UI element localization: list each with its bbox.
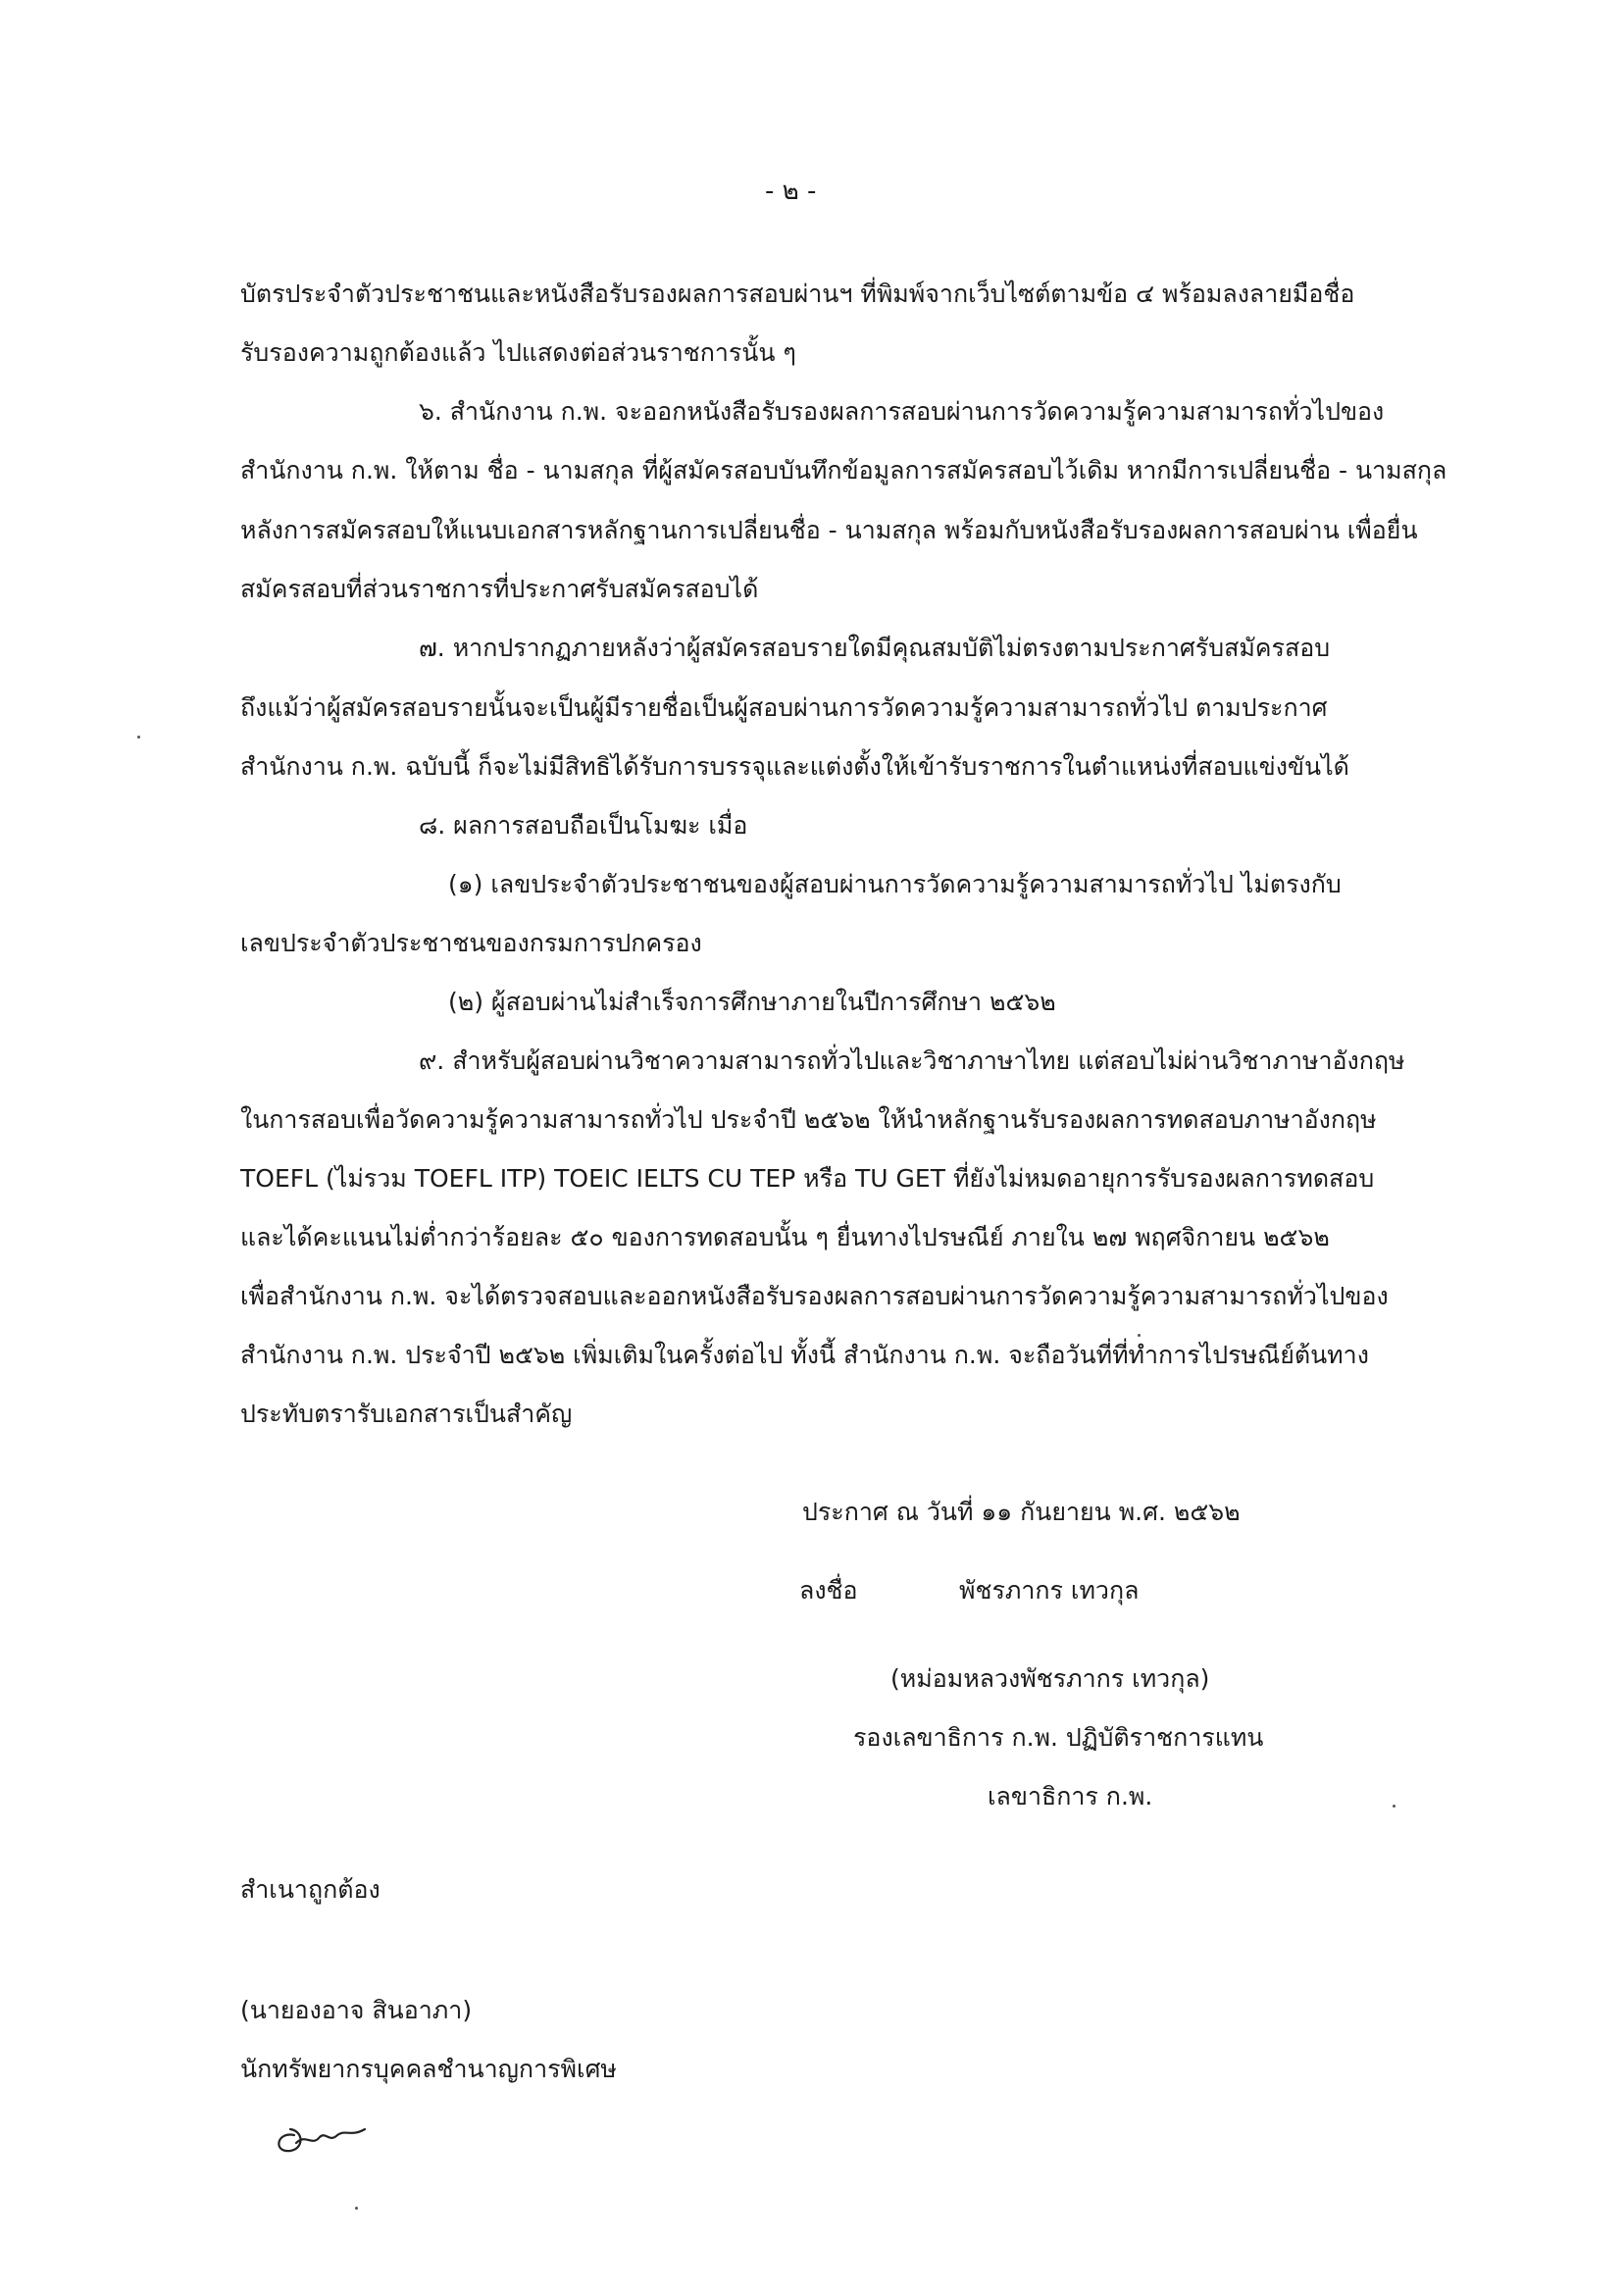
- certifier-position: นักทรัพยากรบุคคลชำนาญการพิเศษ: [240, 2055, 617, 2083]
- para9-line-6: สำนักงาน ก.พ. ประจำปี ๒๕๖๒ เพิ่มเติมในครั้งต่อไป ทั้งนี้ สำนักงาน ก.พ. จะถือวันที่ที่ทำการไปรษณีย์ต้นทาง: [240, 1341, 1369, 1369]
- scan-speck: [355, 2207, 358, 2210]
- para5-line-1: บัตรประจำตัวประชาชนและหนังสือรับรองผลการสอบผ่านฯ ที่พิมพ์จากเว็บไซต์ตามข้อ ๔ พร้อมลงลายมือชื่อ: [240, 280, 1355, 308]
- para8-item2: (๒) ผู้สอบผ่านไม่สำเร็จการศึกษาภายในปีการศึกษา ๒๕๖๒: [448, 988, 1056, 1016]
- para9-line-2: ในการสอบเพื่อวัดความรู้ความสามารถทั่วไป ประจำปี ๒๕๖๒ ให้นำหลักฐานรับรองผลการทดสอบภาษาอังกฤษ: [240, 1105, 1377, 1134]
- para8-item1-line-1: (๑) เลขประจำตัวประชาชนของผู้สอบผ่านการวัดความรู้ความสามารถทั่วไป ไม่ตรงกับ: [448, 870, 1342, 898]
- para6-line-4: สมัครสอบที่ส่วนราชการที่ประกาศรับสมัครสอบได้: [240, 575, 759, 603]
- para7-line-2: ถึงแม้ว่าผู้สมัครสอบรายนั้นจะเป็นผู้มีรายชื่อเป็นผู้สอบผ่านการวัดความรู้ความสามารถทั่วไป ตามประกาศ: [240, 693, 1328, 722]
- para8-heading: ๘. ผลการสอบถือเป็นโมฆะ เมื่อ: [419, 811, 748, 840]
- para7-line-1: ๗. หากปรากฏภายหลังว่าผู้สมัครสอบรายใดมีคุณสมบัติไม่ตรงตามประกาศรับสมัครสอบ: [419, 634, 1331, 662]
- signer-position-2: เลขาธิการ ก.พ.: [988, 1782, 1153, 1810]
- certifier-name: (นายองอาจ สินอาภา): [240, 1996, 473, 2024]
- scan-speck: [1138, 1334, 1141, 1337]
- para6-line-2: สำนักงาน ก.พ. ให้ตาม ชื่อ - นามสกุล ที่ผู้สมัครสอบบันทึกข้อมูลการสมัครสอบไว้เดิม หากมีการเปลี่ยนชื่อ - นามสกุล: [240, 456, 1447, 484]
- signer-signature-text: พัชรภากร เทวกุล: [959, 1576, 1140, 1605]
- para5-line-2: รับรองความถูกต้องแล้ว ไปแสดงต่อส่วนราชการนั้น ๆ: [240, 338, 796, 367]
- scan-speck: [137, 736, 140, 739]
- para9-line-3: TOEFL (ไม่รวม TOEFL ITP) TOEIC IELTS CU TEP หรือ TU GET ที่ยังไม่หมดอายุการรับรองผลการทดสอบ: [240, 1164, 1375, 1193]
- handwritten-signature-icon: [267, 2114, 384, 2163]
- para7-line-3: สำนักงาน ก.พ. ฉบับนี้ ก็จะไม่มีสิทธิได้รับการบรรจุและแต่งตั้งให้เข้ารับราชการในตำแหน่งที่สอบแข่งขันได้: [240, 752, 1349, 781]
- sign-label: ลงชื่อ: [799, 1576, 858, 1605]
- para9-line-5: เพื่อสำนักงาน ก.พ. จะได้ตรวจสอบและออกหนังสือรับรองผลการสอบผ่านการวัดความรู้ความสามารถทั่วไปของ: [240, 1282, 1389, 1310]
- para9-line-4: และได้คะแนนไม่ต่ำกว่าร้อยละ ๕๐ ของการทดสอบนั้น ๆ ยื่นทางไปรษณีย์ ภายใน ๒๗ พฤศจิกายน ๒๕๖๒: [240, 1223, 1330, 1251]
- para8-item1-line-2: เลขประจำตัวประชาชนของกรมการปกครอง: [240, 929, 702, 957]
- para6-line-3: หลังการสมัครสอบให้แนบเอกสารหลักฐานการเปลี่ยนชื่อ - นามสกุล พร้อมกับหนังสือรับรองผลการสอบผ่าน เพื่อยื่น: [240, 516, 1418, 544]
- signer-position-1: รองเลขาธิการ ก.พ. ปฏิบัติราชการแทน: [853, 1723, 1264, 1752]
- para9-line-7: ประทับตรารับเอกสารเป็นสำคัญ: [240, 1400, 573, 1428]
- signer-name: (หม่อมหลวงพัชรภากร เทวกุล): [890, 1664, 1210, 1693]
- para6-line-1: ๖. สำนักงาน ก.พ. จะออกหนังสือรับรองผลการสอบผ่านการวัดความรู้ความสามารถทั่วไปของ: [419, 397, 1385, 426]
- para9-line-1: ๙. สำหรับผู้สอบผ่านวิชาความสามารถทั่วไปและวิชาภาษาไทย แต่สอบไม่ผ่านวิชาภาษาอังกฤษ: [419, 1046, 1405, 1075]
- announcement-date: ประกาศ ณ วันที่ ๑๑ กันยายน พ.ศ. ๒๕๖๒: [802, 1498, 1241, 1526]
- page-number: - ๒ -: [765, 177, 817, 206]
- certified-copy-label: สำเนาถูกต้อง: [240, 1875, 381, 1904]
- scan-speck: [1393, 1805, 1396, 1808]
